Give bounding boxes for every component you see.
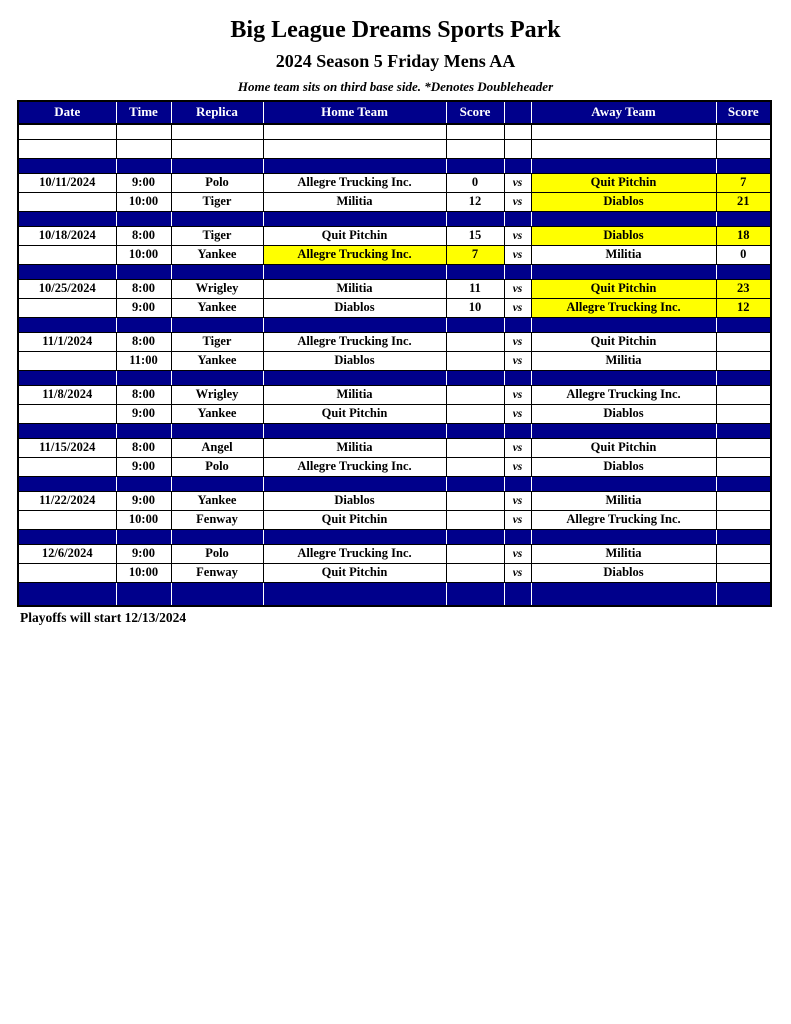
empty-row — [18, 139, 771, 158]
away-score-cell — [716, 563, 771, 582]
time-cell: 9:00 — [116, 457, 171, 476]
spacer-cell — [504, 529, 531, 544]
game-row — [18, 332, 771, 351]
spacer-cell — [116, 370, 171, 385]
home-team-cell: Diablos — [263, 298, 446, 317]
home-score-cell: 12 — [446, 192, 504, 211]
column-header-home-score: Score — [446, 101, 504, 124]
spacer-cell — [263, 317, 446, 332]
time-cell: 8:00 — [116, 279, 171, 298]
home-score-cell: 10 — [446, 298, 504, 317]
spacer-cell — [716, 370, 771, 385]
date-cell: 10/11/2024 — [18, 173, 116, 192]
spacer-cell — [263, 264, 446, 279]
away-score-cell — [716, 332, 771, 351]
spacer-cell — [716, 158, 771, 173]
home-score-cell — [446, 457, 504, 476]
vs-label: vs — [504, 563, 531, 582]
schedule-table — [17, 100, 772, 607]
replica-cell: Polo — [171, 544, 263, 563]
home-score-cell — [446, 385, 504, 404]
game-row — [18, 457, 771, 476]
table-header-row — [18, 101, 771, 124]
spacer-cell — [171, 423, 263, 438]
spacer-cell — [716, 529, 771, 544]
home-team-cell: Militia — [263, 438, 446, 457]
empty-cell — [446, 124, 504, 140]
away-score-cell — [716, 510, 771, 529]
spacer-cell — [263, 211, 446, 226]
away-score-cell: 23 — [716, 279, 771, 298]
home-score-cell — [446, 544, 504, 563]
replica-cell: Fenway — [171, 563, 263, 582]
empty-cell — [18, 124, 116, 140]
game-row — [18, 279, 771, 298]
game-row — [18, 298, 771, 317]
column-header-date: Date — [18, 101, 116, 124]
date-cell — [18, 510, 116, 529]
away-team-cell: Militia — [531, 544, 716, 563]
spacer-cell — [171, 476, 263, 491]
away-score-cell: 7 — [716, 173, 771, 192]
away-team-cell: Diablos — [531, 192, 716, 211]
replica-cell: Angel — [171, 438, 263, 457]
game-row — [18, 351, 771, 370]
time-cell: 8:00 — [116, 226, 171, 245]
away-team-cell: Diablos — [531, 404, 716, 423]
home-score-cell — [446, 563, 504, 582]
away-team-cell: Diablos — [531, 563, 716, 582]
home-team-cell: Militia — [263, 385, 446, 404]
empty-row — [18, 124, 771, 140]
empty-cell — [716, 124, 771, 140]
spacer-cell — [504, 317, 531, 332]
game-row — [18, 245, 771, 264]
empty-cell — [531, 139, 716, 158]
home-score-cell — [446, 332, 504, 351]
spacer-cell — [171, 370, 263, 385]
column-header-vs — [504, 101, 531, 124]
spacer-cell — [171, 582, 263, 606]
home-team-cell: Allegre Trucking Inc. — [263, 173, 446, 192]
spacer-cell — [18, 529, 116, 544]
home-team-cell: Militia — [263, 279, 446, 298]
spacer-cell — [263, 529, 446, 544]
spacer-cell — [116, 317, 171, 332]
spacer-cell — [531, 158, 716, 173]
final-spacer-row — [18, 582, 771, 606]
spacer-cell — [18, 423, 116, 438]
home-score-cell: 7 — [446, 245, 504, 264]
away-score-cell — [716, 351, 771, 370]
spacer-cell — [446, 317, 504, 332]
time-cell: 8:00 — [116, 385, 171, 404]
replica-cell: Wrigley — [171, 279, 263, 298]
replica-cell: Yankee — [171, 351, 263, 370]
replica-cell: Tiger — [171, 192, 263, 211]
empty-cell — [116, 139, 171, 158]
home-score-cell: 0 — [446, 173, 504, 192]
spacer-cell — [504, 370, 531, 385]
date-cell — [18, 298, 116, 317]
away-team-cell: Militia — [531, 245, 716, 264]
away-score-cell — [716, 385, 771, 404]
spacer-cell — [446, 582, 504, 606]
vs-label: vs — [504, 192, 531, 211]
home-team-cell: Militia — [263, 192, 446, 211]
away-team-cell: Quit Pitchin — [531, 332, 716, 351]
spacer-cell — [504, 264, 531, 279]
spacer-cell — [18, 476, 116, 491]
spacer-cell — [716, 211, 771, 226]
spacer-cell — [18, 317, 116, 332]
column-header-time: Time — [116, 101, 171, 124]
vs-label: vs — [504, 173, 531, 192]
away-team-cell: Militia — [531, 351, 716, 370]
schedule-table-body — [18, 124, 771, 606]
playoffs-note: Playoffs will start 12/13/2024 — [20, 609, 187, 625]
spacer-row — [18, 317, 771, 332]
empty-cell — [504, 124, 531, 140]
game-row — [18, 226, 771, 245]
replica-cell: Tiger — [171, 332, 263, 351]
page-title: Big League Dreams Sports Park — [230, 17, 561, 43]
spacer-cell — [531, 317, 716, 332]
spacer-cell — [263, 476, 446, 491]
time-cell: 8:00 — [116, 332, 171, 351]
spacer-cell — [716, 476, 771, 491]
home-team-cell: Allegre Trucking Inc. — [263, 332, 446, 351]
game-row — [18, 173, 771, 192]
time-cell: 9:00 — [116, 298, 171, 317]
date-cell: 10/25/2024 — [18, 279, 116, 298]
spacer-cell — [171, 529, 263, 544]
spacer-cell — [716, 423, 771, 438]
spacer-cell — [531, 476, 716, 491]
home-team-cell: Quit Pitchin — [263, 563, 446, 582]
replica-cell: Yankee — [171, 245, 263, 264]
time-cell: 9:00 — [116, 404, 171, 423]
date-cell: 11/15/2024 — [18, 438, 116, 457]
spacer-row — [18, 370, 771, 385]
empty-cell — [263, 124, 446, 140]
replica-cell: Fenway — [171, 510, 263, 529]
away-team-cell: Diablos — [531, 457, 716, 476]
home-team-cell: Quit Pitchin — [263, 510, 446, 529]
spacer-row — [18, 264, 771, 279]
spacer-cell — [116, 423, 171, 438]
game-row — [18, 385, 771, 404]
empty-cell — [446, 139, 504, 158]
vs-label: vs — [504, 351, 531, 370]
away-team-cell: Quit Pitchin — [531, 279, 716, 298]
away-score-cell — [716, 404, 771, 423]
home-score-cell: 15 — [446, 226, 504, 245]
home-team-cell: Allegre Trucking Inc. — [263, 245, 446, 264]
spacer-cell — [446, 211, 504, 226]
spacer-cell — [531, 582, 716, 606]
time-cell: 9:00 — [116, 544, 171, 563]
empty-cell — [171, 139, 263, 158]
game-row — [18, 510, 771, 529]
date-cell: 11/1/2024 — [18, 332, 116, 351]
home-team-cell: Diablos — [263, 351, 446, 370]
spacer-cell — [116, 211, 171, 226]
spacer-row — [18, 158, 771, 173]
time-cell: 11:00 — [116, 351, 171, 370]
vs-label: vs — [504, 385, 531, 404]
spacer-row — [18, 211, 771, 226]
spacer-cell — [18, 264, 116, 279]
home-score-cell — [446, 404, 504, 423]
date-cell — [18, 351, 116, 370]
vs-label: vs — [504, 510, 531, 529]
spacer-cell — [531, 423, 716, 438]
home-score-cell — [446, 491, 504, 510]
page-subtitle: 2024 Season 5 Friday Mens AA — [275, 50, 516, 71]
replica-cell: Polo — [171, 457, 263, 476]
spacer-cell — [716, 317, 771, 332]
spacer-cell — [531, 211, 716, 226]
away-team-cell: Quit Pitchin — [531, 438, 716, 457]
spacer-cell — [171, 317, 263, 332]
spacer-row — [18, 423, 771, 438]
spacer-cell — [504, 423, 531, 438]
away-score-cell — [716, 457, 771, 476]
home-team-cell: Diablos — [263, 491, 446, 510]
date-cell: 11/22/2024 — [18, 491, 116, 510]
time-cell: 10:00 — [116, 563, 171, 582]
spacer-cell — [504, 158, 531, 173]
empty-cell — [531, 124, 716, 140]
away-score-cell: 12 — [716, 298, 771, 317]
time-cell: 10:00 — [116, 192, 171, 211]
replica-cell: Yankee — [171, 491, 263, 510]
spacer-row — [18, 476, 771, 491]
time-cell: 9:00 — [116, 173, 171, 192]
spacer-cell — [446, 370, 504, 385]
spacer-cell — [446, 423, 504, 438]
date-cell — [18, 192, 116, 211]
away-score-cell: 0 — [716, 245, 771, 264]
time-cell: 10:00 — [116, 245, 171, 264]
date-cell: 12/6/2024 — [18, 544, 116, 563]
away-score-cell — [716, 544, 771, 563]
game-row — [18, 438, 771, 457]
away-team-cell: Diablos — [531, 226, 716, 245]
column-header-away-score: Score — [716, 101, 771, 124]
away-score-cell: 21 — [716, 192, 771, 211]
vs-label: vs — [504, 491, 531, 510]
home-team-cell: Quit Pitchin — [263, 404, 446, 423]
spacer-cell — [504, 211, 531, 226]
time-cell: 10:00 — [116, 510, 171, 529]
date-cell — [18, 457, 116, 476]
vs-label: vs — [504, 226, 531, 245]
time-cell: 8:00 — [116, 438, 171, 457]
spacer-cell — [116, 582, 171, 606]
empty-cell — [116, 124, 171, 140]
empty-cell — [263, 139, 446, 158]
time-cell: 9:00 — [116, 491, 171, 510]
vs-label: vs — [504, 438, 531, 457]
spacer-cell — [18, 158, 116, 173]
spacer-cell — [446, 476, 504, 491]
spacer-cell — [116, 264, 171, 279]
date-cell — [18, 404, 116, 423]
spacer-cell — [504, 476, 531, 491]
home-score-cell: 11 — [446, 279, 504, 298]
spacer-cell — [531, 264, 716, 279]
game-row — [18, 544, 771, 563]
vs-label: vs — [504, 332, 531, 351]
spacer-cell — [716, 582, 771, 606]
away-team-cell: Allegre Trucking Inc. — [531, 510, 716, 529]
replica-cell: Wrigley — [171, 385, 263, 404]
vs-label: vs — [504, 544, 531, 563]
spacer-cell — [716, 264, 771, 279]
home-score-cell — [446, 438, 504, 457]
schedule-page — [0, 16, 791, 626]
column-header-away-team: Away Team — [531, 101, 716, 124]
vs-label: vs — [504, 245, 531, 264]
spacer-cell — [18, 211, 116, 226]
away-score-cell: 18 — [716, 226, 771, 245]
date-cell — [18, 245, 116, 264]
home-score-cell — [446, 351, 504, 370]
empty-cell — [171, 124, 263, 140]
spacer-cell — [18, 370, 116, 385]
column-header-home-team: Home Team — [263, 101, 446, 124]
vs-label: vs — [504, 457, 531, 476]
spacer-cell — [116, 529, 171, 544]
replica-cell: Polo — [171, 173, 263, 192]
away-team-cell: Militia — [531, 491, 716, 510]
spacer-cell — [263, 158, 446, 173]
vs-label: vs — [504, 279, 531, 298]
spacer-cell — [171, 264, 263, 279]
date-cell: 11/8/2024 — [18, 385, 116, 404]
spacer-cell — [116, 158, 171, 173]
date-cell: 10/18/2024 — [18, 226, 116, 245]
spacer-cell — [18, 582, 116, 606]
vs-label: vs — [504, 298, 531, 317]
game-row — [18, 491, 771, 510]
spacer-cell — [504, 582, 531, 606]
spacer-cell — [446, 158, 504, 173]
date-cell — [18, 563, 116, 582]
replica-cell: Yankee — [171, 298, 263, 317]
replica-cell: Tiger — [171, 226, 263, 245]
spacer-cell — [531, 529, 716, 544]
empty-cell — [504, 139, 531, 158]
away-score-cell — [716, 491, 771, 510]
column-header-replica: Replica — [171, 101, 263, 124]
away-score-cell — [716, 438, 771, 457]
empty-cell — [18, 139, 116, 158]
replica-cell: Yankee — [171, 404, 263, 423]
spacer-cell — [446, 264, 504, 279]
game-row — [18, 192, 771, 211]
spacer-cell — [446, 529, 504, 544]
vs-label: vs — [504, 404, 531, 423]
spacer-cell — [263, 370, 446, 385]
away-team-cell: Allegre Trucking Inc. — [531, 385, 716, 404]
home-team-cell: Allegre Trucking Inc. — [263, 457, 446, 476]
away-team-cell: Allegre Trucking Inc. — [531, 298, 716, 317]
home-score-cell — [446, 510, 504, 529]
spacer-cell — [171, 158, 263, 173]
home-team-cell: Quit Pitchin — [263, 226, 446, 245]
spacer-cell — [171, 211, 263, 226]
spacer-cell — [263, 423, 446, 438]
empty-cell — [716, 139, 771, 158]
spacer-cell — [263, 582, 446, 606]
home-team-cell: Allegre Trucking Inc. — [263, 544, 446, 563]
away-team-cell: Quit Pitchin — [531, 173, 716, 192]
spacer-cell — [531, 370, 716, 385]
game-row — [18, 563, 771, 582]
home-team-note: Home team sits on third base side. *Denotes Doubleheader — [237, 79, 554, 95]
spacer-cell — [116, 476, 171, 491]
game-row — [18, 404, 771, 423]
spacer-row — [18, 529, 771, 544]
